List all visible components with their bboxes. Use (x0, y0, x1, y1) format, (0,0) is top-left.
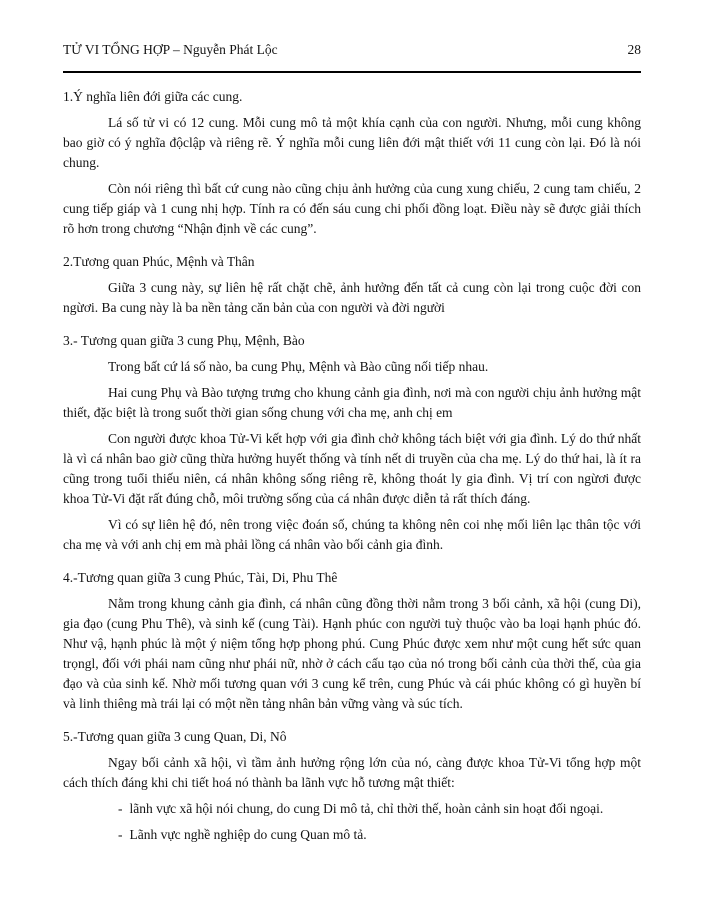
paragraph: Nằm trong khung cảnh gia đình, cá nhân cũng đồng thời nằm trong 3 bối cảnh, xã hội (cung Di), gia đạo (cung Phu Thê), và sinh kế (cung Tài). Hạnh phúc con người tuỳ thuộc vào ba loại hạnh phúc đó. Như vậ, hạnh phúc là một ý niệm tổng hợp phong phú. Cung Phúc được xem như một cung hết sức quan trọngl, đối với phái nam cũng như phái nữ, nhờ ở cách cấu tạo của nó trong bối cảnh của thời thế, của gia đạo và của sinh kế. Nhờ mối tương quan với 3 cung kể trên, cung Phúc và cái phúc không có gì huyền bí và linh thiêng mà trái lại có một nền tảng nhân bản vững vàng và súc tích. (63, 596, 641, 711)
header-rule (63, 71, 641, 73)
section-heading-5: 5.-Tương quan giữa 3 cung Quan, Di, Nô (63, 729, 287, 744)
paragraph: Vì có sự liên hệ đó, nên trong việc đoán số, chúng ta không nên coi nhẹ mối liên lạc thân tộc với cha mẹ và với anh chị em mà phải lồng cá nhân vào bối cảnh gia đình. (63, 517, 641, 552)
running-title: TỬ VI TỔNG HỢP – Nguyễn Phát Lộc (63, 42, 278, 57)
section-heading-2: 2.Tương quan Phúc, Mệnh và Thân (63, 254, 255, 269)
page-header (63, 40, 641, 60)
section-heading-4: 4.-Tương quan giữa 3 cung Phúc, Tài, Di, Phu Thê (63, 570, 338, 585)
list-item (118, 799, 641, 819)
paragraph: Ngay bối cảnh xã hội, vì tầm ảnh hưởng rộng lớn của nó, càng được khoa Tử-Vi tổng hợp một cách thích đáng khi chi tiết hoá nó thành ba lãnh vực hỗ tương mật thiết: (63, 755, 641, 790)
paragraph: Giữa 3 cung này, sự liên hệ rất chặt chẽ, ảnh hưởng đến tất cả cung còn lại trong cuộc đời con ngừơi. Ba cung này là ba nền tảng căn bản của con người và đời người (63, 280, 641, 315)
paragraph: Trong bất cứ lá số nào, ba cung Phụ, Mệnh và Bào cũng nối tiếp nhau. (108, 359, 489, 374)
paragraph: Lá số tử vi có 12 cung. Mỗi cung mô tả một khía cạnh của con người. Nhưng, mỗi cung không bao giờ có ý nghĩa độclập và riêng rẽ. Ý nghĩa mỗi cung liên đới mật thiết với 11 cung còn lại. Đó là nói chung. (63, 115, 641, 170)
paragraph: Con người được khoa Tử-Vi kết hợp với gia đình chở không tách biệt với gia đình. Lý do thứ nhất là vì cá nhân bao giờ cũng thừa hưởng huyết thống và tính nết di truyền của cha mẹ. Lý do thứ hai, là ít ra cũng trong tuổi thiếu niên, cá nhân không sống riêng rẽ, không thoát ly gia đình. Vị trí con ngừơi được khoa Tử-Vi đặt rất đúng chỗ, môi trường sống của cá nhân được diễn tả rất thích đáng. (63, 431, 641, 506)
paragraph: Còn nói riêng thì bất cứ cung nào cũng chịu ảnh hưởng của cung xung chiếu, 2 cung tam chiếu, 2 cung tiếp giáp và 1 cung nhị hợp. Tính ra có đến sáu cung chi phối đồng loạt. Điều này sẽ được giải thích rõ hơn trong chương “Nhận định về các cung”. (63, 181, 641, 236)
page-number: 28 (627, 42, 641, 57)
list-dash: - (118, 827, 123, 842)
list-item (118, 825, 641, 845)
section-heading-1: 1.Ý nghĩa liên đới giữa các cung. (63, 89, 243, 104)
section-heading-3: 3.- Tương quan giữa 3 cung Phụ, Mệnh, Bào (63, 333, 305, 348)
paragraph: Hai cung Phụ và Bào tượng trưng cho khung cảnh gia đình, nơi mà con người chịu ảnh hưởng mật thiết, đặc biệt là trong suốt thời gian sống chung với cha mẹ, anh chị em (63, 385, 641, 420)
list-dash: - (118, 801, 123, 816)
list-item-text: Lãnh vực nghề nghiệp do cung Quan mô tả. (129, 827, 367, 842)
list-item-text: lãnh vực xã hội nói chung, do cung Di mô tả, chỉ thời thế, hoàn cảnh sin hoạt đối ngoại. (129, 801, 604, 816)
